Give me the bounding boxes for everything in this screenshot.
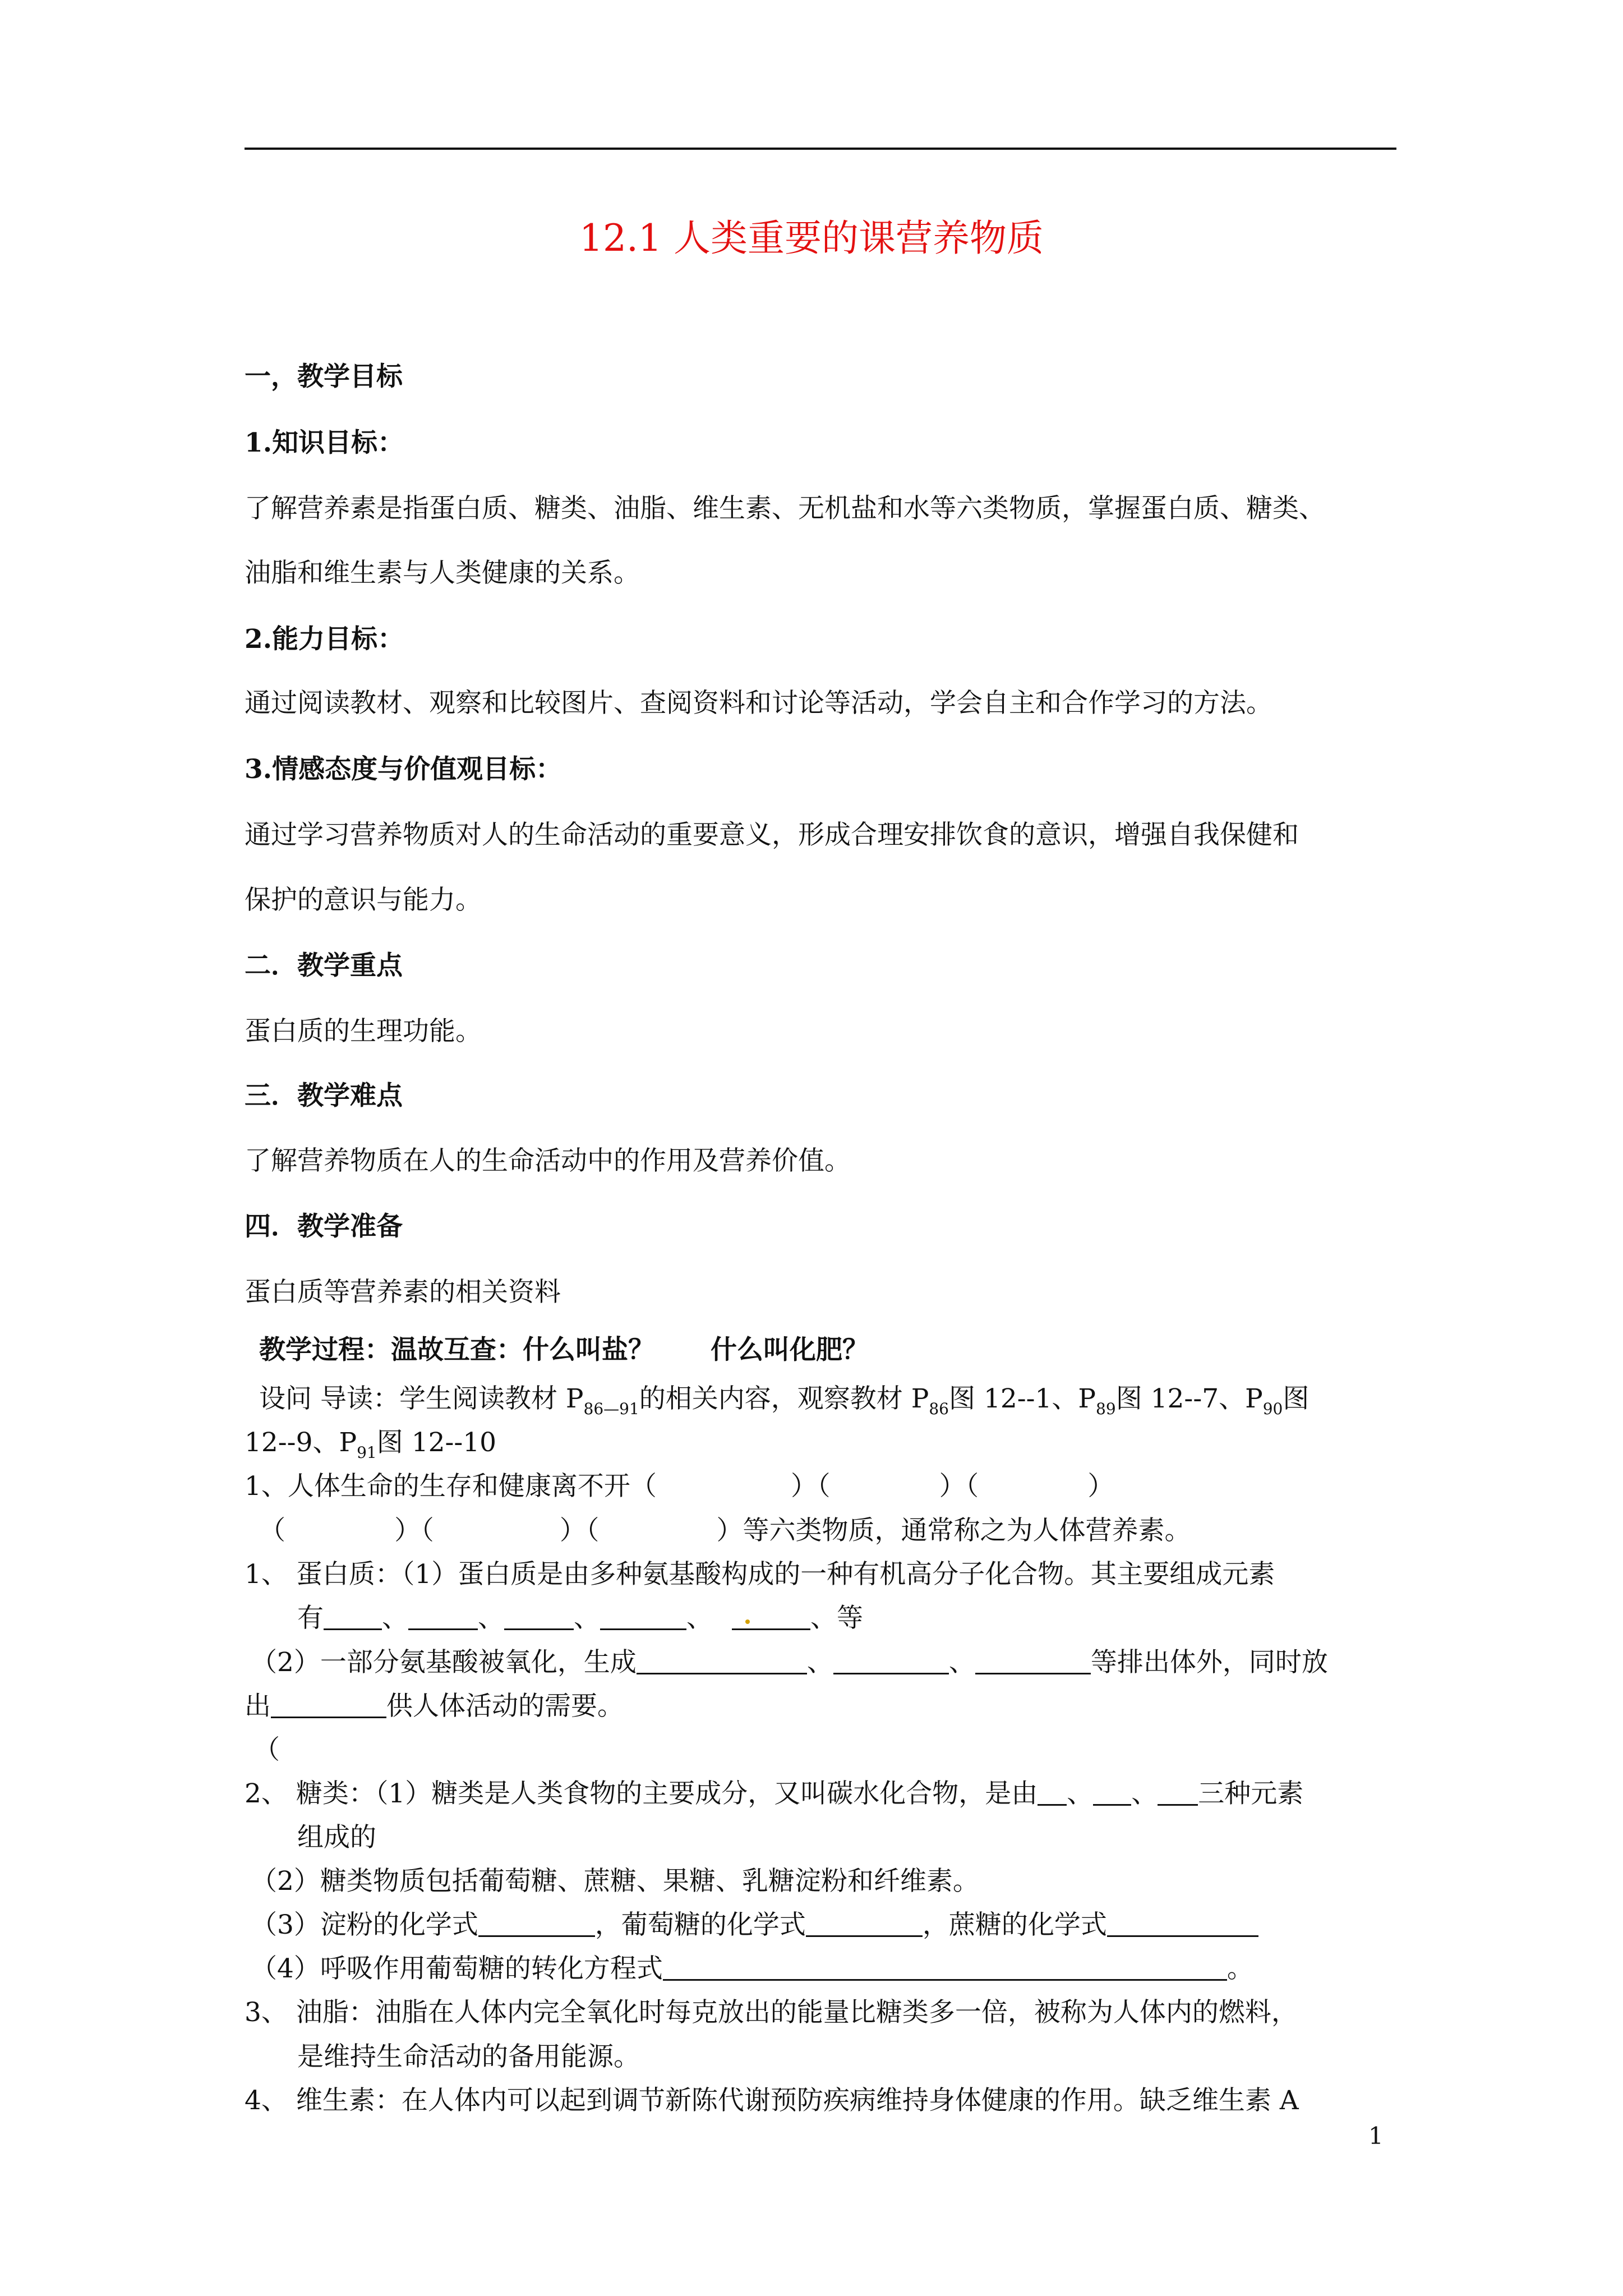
protein-text: 供人体活动的需要。 [386,1691,624,1722]
protein-text: 等排出体外，同时放 [1090,1647,1328,1678]
guide-text: 设问 导读：学生阅读教材 P [259,1383,584,1414]
guide-text: 图 12--7、P [1115,1383,1263,1414]
guide-page-range: 86—91 [583,1400,639,1418]
separator: 、 [574,1603,600,1634]
guide-page: 91 [357,1443,377,1462]
separator: 、 [806,1647,833,1678]
protein-suffix: 、等 [810,1603,863,1634]
separator: 、 [1131,1778,1158,1809]
answer-blank[interactable] [1107,1907,1258,1937]
separator: 、 [948,1647,975,1678]
sugar-text: （4）呼吸作用葡萄糖的转化方程式 [251,1953,663,1984]
guide-page: 90 [1262,1400,1283,1418]
ability-heading: 2.能力目标： [245,624,404,655]
separator: 、 [1067,1778,1094,1809]
answer-blank[interactable] [806,1907,923,1937]
separator: 、 [478,1603,504,1634]
difficulty-heading: 三．教学难点 [245,1080,403,1111]
difficulty-text: 了解营养物质在人的生命活动中的作用及营养价值。 [245,1145,851,1176]
header-rule [245,148,1396,150]
answer-blank[interactable] [833,1645,949,1674]
answer-blank[interactable] [1038,1776,1067,1806]
sugar-line-4 [251,1907,1258,1943]
preparation-text: 蛋白质等营养素的相关资料 [245,1277,561,1308]
protein-line-4 [245,1688,624,1724]
sugar-text: ，蔗糖的化学式 [922,1910,1107,1940]
knowledge-heading: 1.知识目标： [245,427,404,458]
answer-blank[interactable] [600,1600,686,1630]
protein-elements-line [297,1600,863,1636]
protein-line-3 [251,1645,1328,1681]
nutrients-intro-line-1: 1、人体生命的生存和健康离不开（ ）（ ）（ ） [245,1471,1114,1502]
vitamin-line-1: 4、 维生素：在人体内可以起到调节新陈代谢预防疾病维持身体健康的作用。缺乏维生素 A [245,2085,1299,2116]
guide-text: 图 12--10 [376,1427,497,1458]
review-question-fertilizer: 什么叫化肥？ [711,1335,869,1365]
protein-prefix: 有 [297,1603,324,1634]
objectives-heading: 一，教学目标 [245,361,403,392]
key-point-heading: 二．教学重点 [245,950,403,981]
answer-blank[interactable] [1158,1776,1198,1806]
preparation-heading: 四．教学准备 [245,1211,403,1242]
review-question-salt: 教学过程：温故互查：什么叫盐？ [259,1335,654,1365]
answer-blank[interactable] [1093,1776,1131,1806]
ability-text: 通过阅读教材、观察和比较图片、查阅资料和讨论等活动，学会自主和合作学习的方法。 [245,688,1272,719]
sugar-line-2: 组成的 [297,1822,376,1853]
sugar-line-3: （2）糖类物质包括葡萄糖、蔗糖、果糖、乳糖淀粉和纤维素。 [251,1866,979,1897]
separator: 、 [382,1603,408,1634]
guide-text: 的相关内容，观察教材 P [639,1383,929,1414]
guide-text: 图 [1283,1383,1310,1414]
nutrients-intro-line-2: （ ）（ ）（ ）等六类物质，通常称之为人体营养素。 [259,1515,1191,1546]
sugar-line-1 [245,1776,1303,1812]
sugar-text: 2、 糖类：（1）糖类是人类食物的主要成分，又叫碳水化合物，是由 [245,1778,1038,1809]
fat-line-1: 3、 油脂：油脂在人体内完全氧化时每克放出的能量比糖类多一倍，被称为人体内的燃料， [245,1997,1298,2028]
review-question-line [259,1332,869,1368]
fat-line-2: 是维持生命活动的备用能源。 [297,2041,640,2072]
guide-line-2 [245,1425,496,1471]
guide-text: 图 12--1、P [949,1383,1096,1414]
protein-paren: （ [253,1734,280,1765]
sugar-line-5 [251,1951,1253,1987]
guide-page: 86 [929,1400,949,1418]
answer-blank[interactable] [975,1645,1091,1674]
answer-blank[interactable] [732,1600,810,1630]
answer-blank[interactable] [408,1600,478,1630]
answer-blank[interactable] [271,1688,386,1718]
guide-line-1 [259,1381,1309,1427]
answer-blank[interactable] [663,1951,1227,1981]
sugar-text: 。 [1227,1953,1253,1984]
page-title: 12.1 人类重要的课营养物质 [579,217,1044,260]
separator: 、 [686,1603,713,1634]
answer-blank[interactable] [478,1907,595,1937]
page-number: 1 [1368,2122,1384,2150]
knowledge-text-1: 了解营养素是指蛋白质、糖类、油脂、维生素、无机盐和水等六类物质，掌握蛋白质、糖类、 [245,493,1325,524]
knowledge-text-2: 油脂和维生素与人类健康的关系。 [245,558,640,588]
guide-page: 89 [1096,1400,1116,1418]
answer-blank[interactable] [324,1600,382,1630]
protein-text: 出 [245,1691,271,1722]
key-point-text: 蛋白质的生理功能。 [245,1016,482,1047]
emotion-text-2: 保护的意识与能力。 [245,885,482,915]
sugar-text: 三种元素 [1198,1778,1304,1809]
emotion-text-1: 通过学习营养物质对人的生命活动的重要意义，形成合理安排饮食的意识，增强自我保健和 [245,820,1299,850]
protein-text: （2）一部分氨基酸被氧化，生成 [251,1647,637,1678]
protein-line-1: 1、 蛋白质：（1）蛋白质是由多种氨基酸构成的一种有机高分子化合物。其主要组成元素 [245,1559,1275,1590]
answer-blank[interactable] [504,1600,574,1630]
sugar-text: （3）淀粉的化学式 [251,1910,478,1940]
guide-text: 12--9、P [245,1427,357,1458]
emotion-heading: 3.情感态度与价值观目标： [245,754,562,785]
sugar-text: ，葡萄糖的化学式 [594,1910,806,1940]
answer-blank[interactable] [637,1645,807,1674]
